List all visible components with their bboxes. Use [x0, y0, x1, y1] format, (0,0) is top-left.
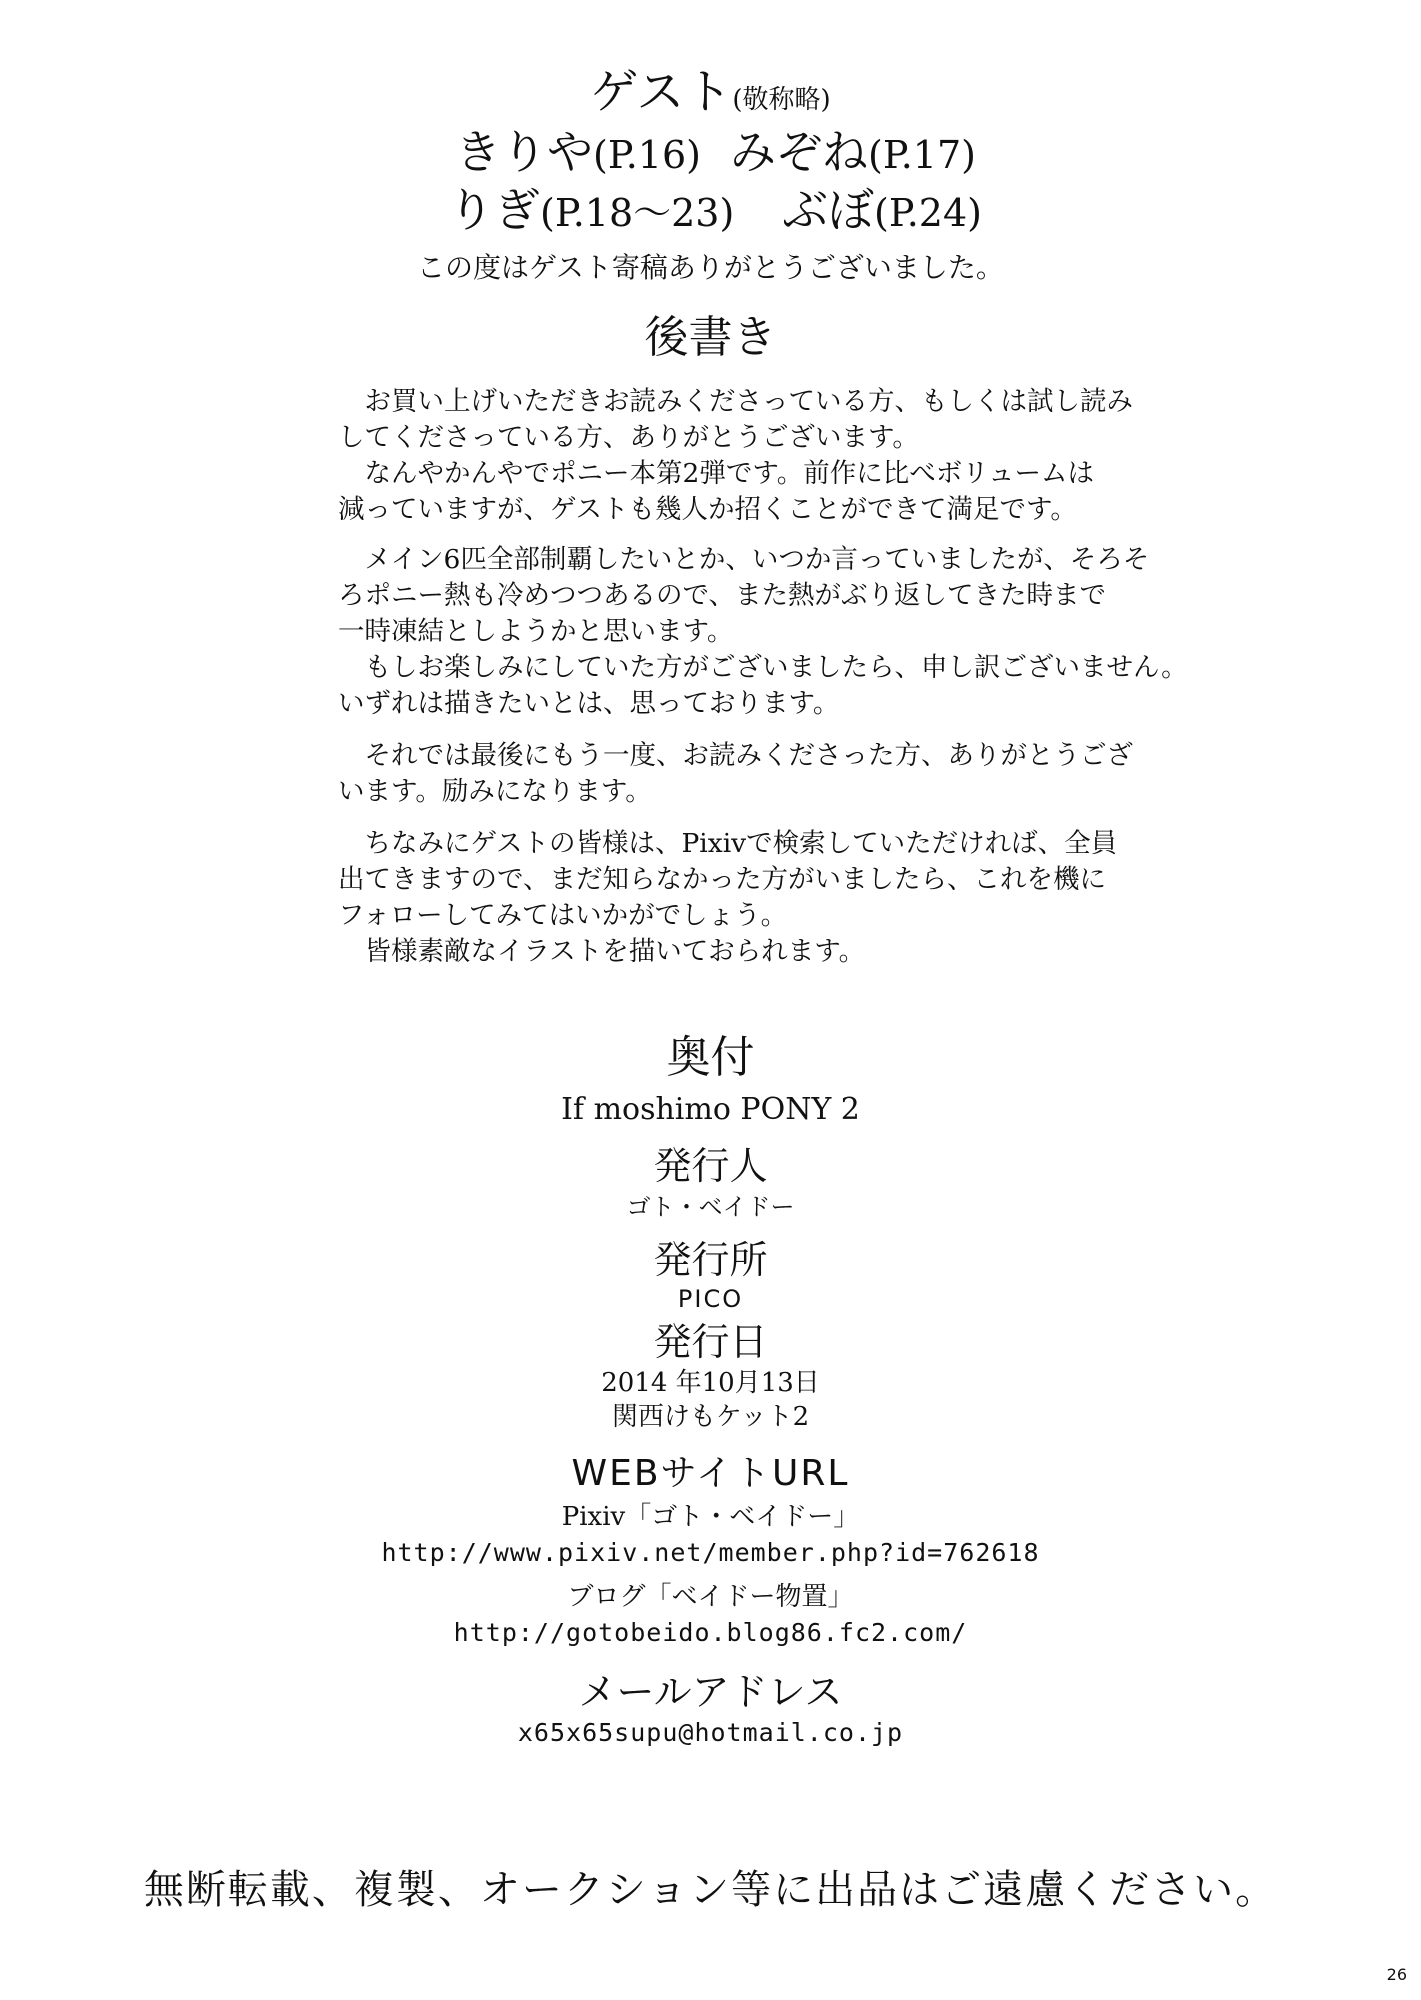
publisher-label: 発行人: [653, 1144, 768, 1188]
guest-entry: [455, 122, 701, 185]
guest-name: みぞね: [730, 125, 868, 179]
text-line: お買い上げいただきお読みくださっている方、もしくは試し読み: [338, 386, 1133, 417]
text-line: ろポニー熱も冷めつつあるので、また熱がぶり返してきた時まで: [338, 580, 1106, 611]
guest-page: (P.17): [868, 133, 976, 177]
date-label: 発行日: [653, 1320, 768, 1364]
publish-date: 2014 年10月13日: [601, 1368, 820, 1398]
guest-name: ぶぼ: [782, 183, 874, 237]
guest-entry: [448, 180, 734, 243]
text-line: フォローしてみてはいかがでしょう。: [338, 900, 788, 931]
afterword-title: 後書き: [644, 312, 777, 363]
guest-title: ゲスト: [590, 64, 733, 120]
office-label: 発行所: [653, 1238, 768, 1282]
text-line: メイン6匹全部制覇したいとか、いつか言っていましたが、そろそ: [338, 544, 1150, 575]
pixiv-url: http://www.pixiv.net/member.php?id=762618: [381, 1538, 1040, 1567]
colophon-title: 奥付: [666, 1032, 755, 1083]
page-number: 26: [1386, 1965, 1407, 1984]
guest-entry: [730, 122, 976, 185]
text-line: います。励みになります。: [338, 776, 652, 807]
blog-url: http://gotobeido.blog86.fc2.com/: [453, 1618, 968, 1647]
mail-label: メールアドレス: [578, 1670, 843, 1714]
text-line: なんやかんやでポニー本第2弾です。前作に比べボリュームは: [338, 458, 1094, 489]
guest-page: (P.16): [593, 133, 701, 177]
copyright-warning: 無断転載、複製、オークション等に出品はご遠慮ください。: [143, 1867, 1278, 1913]
guest-heading: [0, 62, 1421, 130]
text-line: ちなみにゲストの皆様は、Pixivで検索していただければ、全員: [338, 828, 1118, 859]
mail-address: x65x65supu@hotmail.co.jp: [517, 1718, 904, 1747]
afterword-paragraph: [338, 738, 1133, 810]
afterword-paragraph: [338, 826, 1118, 970]
web-label: WEBサイトURL: [571, 1453, 850, 1494]
text-line: 一時凍結としようかと思います。: [338, 616, 734, 647]
publisher-name: ゴト・ベイドー: [626, 1193, 795, 1221]
guest-page: (P.24): [874, 191, 982, 235]
guest-thanks: この度はゲスト寄稿ありがとうございました。: [417, 251, 1004, 284]
guest-name: りぎ: [448, 183, 540, 237]
afterword-paragraph: [338, 384, 1133, 528]
afterword-paragraph: [338, 542, 1188, 722]
text-line: 出てきますので、まだ知らなかった方がいましたら、これを機に: [338, 864, 1106, 895]
office-name: PICO: [677, 1285, 744, 1313]
text-line: それでは最後にもう一度、お読みくださった方、ありがとうござ: [338, 740, 1133, 771]
event-name: 関西けもケット2: [611, 1402, 810, 1432]
guest-title-note: (敬称略): [732, 85, 831, 115]
book-title: If moshimo PONY 2: [561, 1092, 860, 1127]
guest-entry: [782, 180, 982, 243]
text-line: 皆様素敵なイラストを描いておられます。: [338, 936, 866, 967]
text-line: してくださっている方、ありがとうございます。: [338, 422, 919, 453]
guest-name: きりや: [455, 125, 593, 179]
blog-label: ブログ「ベイドー物置」: [567, 1582, 854, 1612]
text-line: 減っていますが、ゲストも幾人か招くことができて満足です。: [338, 494, 1077, 525]
guest-page: (P.18〜23): [540, 191, 735, 235]
pixiv-label: Pixiv「ゴト・ベイドー」: [561, 1502, 860, 1532]
text-line: いずれは描きたいとは、思っております。: [338, 688, 840, 719]
text-line: もしお楽しみにしていた方がございましたら、申し訳ございません。: [338, 652, 1188, 683]
